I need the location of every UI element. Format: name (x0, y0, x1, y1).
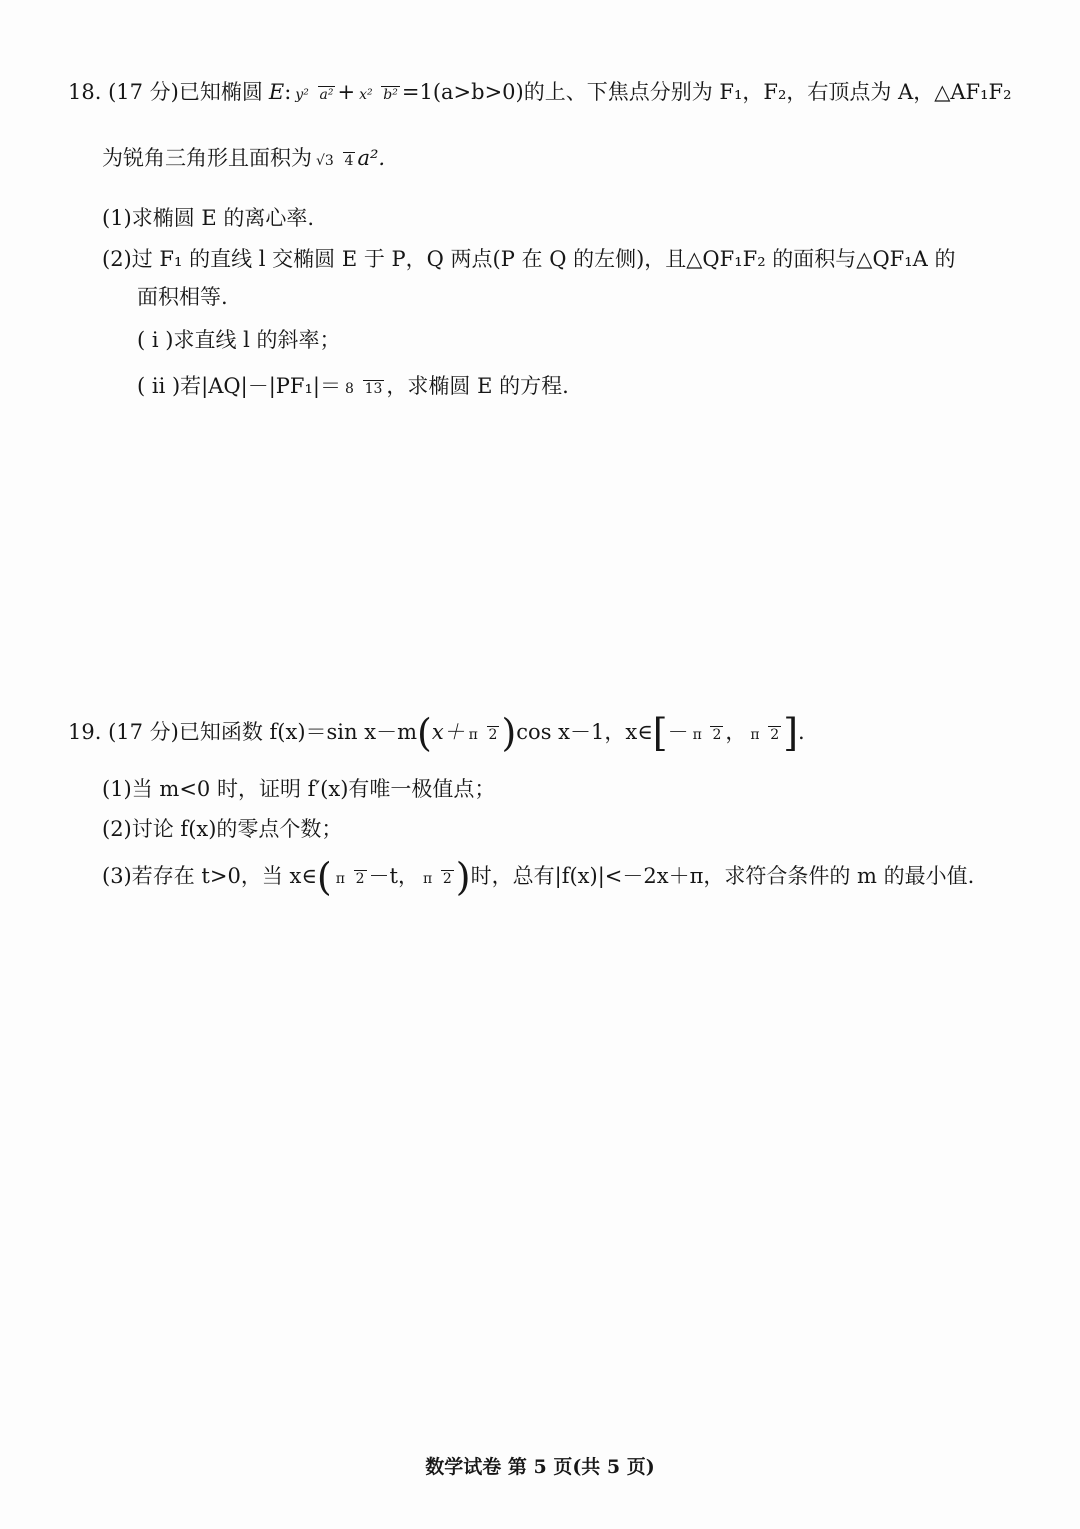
q18-header: 18. (17 分)已知椭圆 (68, 80, 263, 104)
q19-p3-frac2: π 2 (422, 871, 452, 887)
q18-line2: 为锐角三角形且面积为 √3 4 a². (102, 146, 386, 170)
q19-part3: (3)若存在 t>0，当 x∈ ( π 2 －t， π 2 ) 时，总有|f(x)|<－2x＋π，求符合条件的 m 的最小值. (102, 854, 975, 899)
q18-line1: 18. (17 分)已知椭圆 E : y² a² + x² b² =1(a>b>0) 的上、下焦点分别为 F₁，F₂，右顶点为 A，△AF₁F₂ (68, 80, 1012, 104)
q19-domain-low: π 2 (692, 727, 722, 743)
q19-p3-frac1: π 2 (335, 871, 365, 887)
q18-frac-y: y² a² (295, 87, 334, 103)
q19-domain-high: π 2 (750, 727, 780, 743)
q18-eq-rhs: =1(a>b>0) (401, 80, 524, 104)
q18-ellipse-name: E (268, 80, 285, 104)
page-footer: 数学试卷 第 5 页(共 5 页) (425, 1456, 655, 1478)
q18-area-frac: √3 4 (316, 153, 354, 169)
q18-part2-i: ( i )求直线 l 的斜率； (137, 328, 341, 352)
q18-line1-rest: 的上、下焦点分别为 F₁，F₂，右顶点为 A，△AF₁F₂ (523, 80, 1012, 104)
q18-part2-line1: (2)过 F₁ 的直线 l 交椭圆 E 于 P，Q 两点(P 在 Q 的左侧)，且△QF₁F₂ 的面积与△QF₁A 的 (102, 247, 956, 271)
q18-frac-x: x² b² (359, 87, 398, 103)
q19-part2: (2)讨论 f(x)的零点个数； (102, 817, 343, 841)
q18-part2-ii: ( ii )若|AQ|－|PF₁|＝ 8 13 ，求椭圆 E 的方程. (137, 374, 569, 398)
q19-part1: (1)当 m<0 时，证明 f′(x)有唯一极值点； (102, 777, 496, 801)
q19-pi-half: π 2 (468, 727, 498, 743)
q18-part2-line2: 面积相等. (137, 285, 228, 309)
q18-ii-frac: 8 13 (344, 381, 383, 397)
q19-line1: 19. (17 分)已知函数 f(x)＝sin x－m ( x＋ π 2 ) cos x－1，x∈ [ － π 2 ， π 2 ] . (68, 710, 805, 755)
q18-part1: (1)求椭圆 E 的离心率. (102, 206, 315, 230)
